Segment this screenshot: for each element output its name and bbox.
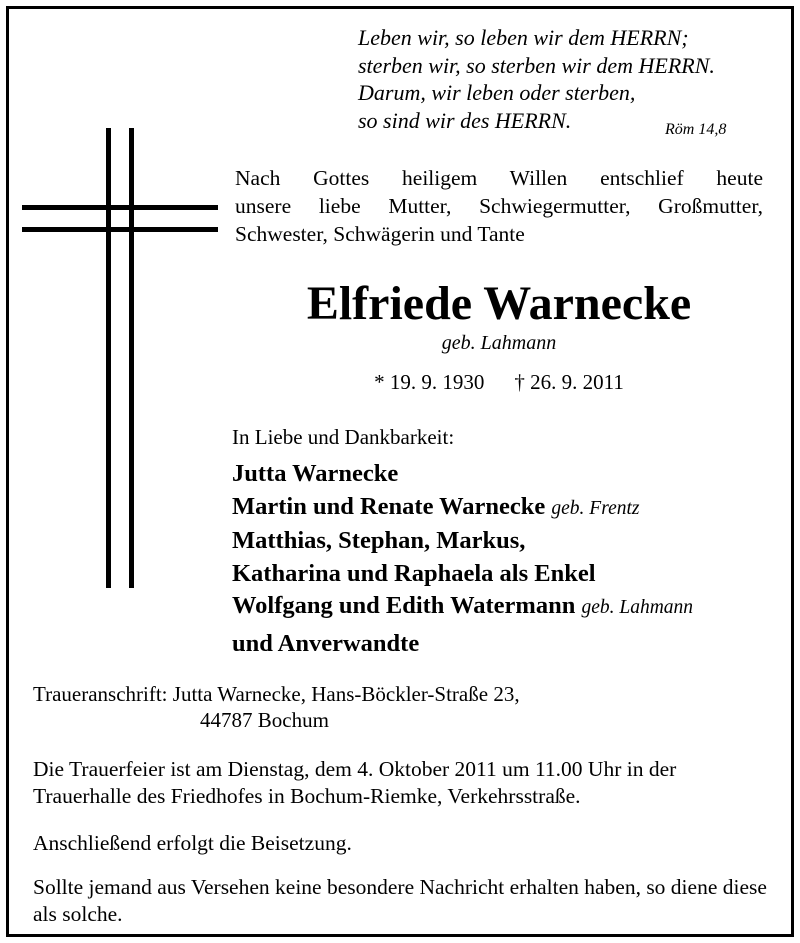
mourners-intro: In Liebe und Dankbarkeit:: [232, 425, 455, 449]
mourner-maiden-note: geb. Lahmann: [581, 597, 694, 618]
verse-line: so sind wir des HERRN.: [358, 107, 572, 133]
bible-verse: [358, 24, 715, 134]
funeral-service-text: Die Trauerfeier ist am Dienstag, dem 4. Oktober 2011 um 11.00 Uhr in der Trauerhalle des Friedhofes in Bochum-Riemke, Verkehrsstraße.: [33, 757, 677, 808]
mourner-row: [232, 491, 693, 526]
notification-text: Sollte jemand aus Versehen keine besondere Nachricht erhalten haben, so diene diese als solche.: [33, 875, 767, 926]
mourners-list: [232, 458, 693, 625]
mourner-row: [232, 458, 693, 491]
death-date: † 26. 9. 2011: [514, 370, 624, 394]
intro-line: Schwester, Schwägerin und Tante: [235, 222, 525, 246]
mourner-name: Katharina und Raphaela als Enkel: [232, 559, 596, 587]
mourner-row: [232, 590, 693, 625]
mourner-name: Matthias, Stephan, Markus,: [232, 527, 526, 554]
mourner-name: Martin und Renate Warnecke: [232, 492, 546, 520]
mourner-name: Wolfgang und Edith Watermann: [232, 592, 576, 619]
maiden-name: geb. Lahmann: [441, 332, 557, 354]
verse-line: Darum, wir leben oder sterben,: [358, 80, 636, 105]
deceased-name: Elfriede Warnecke: [306, 277, 692, 330]
birth-date: * 19. 9. 1930: [374, 370, 485, 394]
mourning-address-city: 44787 Bochum: [200, 708, 329, 732]
life-dates: [235, 370, 763, 395]
verse-line: sterben wir, so sterben wir dem HERRN.: [358, 52, 715, 78]
mourning-address-line: Traueranschrift: Jutta Warnecke, Hans-Böckler-Straße 23,: [33, 682, 520, 706]
mourner-row: [232, 558, 693, 591]
verse-reference: Röm 14,8: [665, 121, 727, 138]
intro-line: Nach Gottes heiligem Willen entschlief heute: [235, 166, 763, 190]
latin-cross-icon: [22, 128, 218, 588]
mourner-name: Jutta Warnecke: [232, 460, 399, 487]
intro-line: unsere liebe Mutter, Schwiegermutter, Großmutter,: [235, 194, 763, 218]
mourner-maiden-note: geb. Frentz: [551, 497, 640, 519]
relatives-line: und Anverwandte: [232, 630, 420, 657]
burial-text: Anschließend erfolgt die Beisetzung.: [33, 831, 352, 855]
announcement-intro: [235, 164, 763, 248]
verse-line: Leben wir, so leben wir dem HERRN;: [358, 25, 689, 50]
mourner-row: [232, 525, 693, 558]
